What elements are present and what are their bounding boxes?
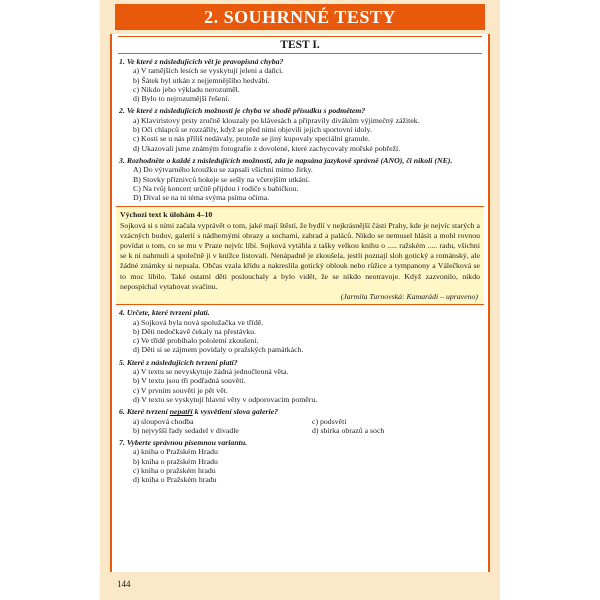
question-text: 1. Ve které z následujících vět je pravopisná chyba? bbox=[119, 57, 284, 66]
question-1 bbox=[119, 57, 481, 103]
option: d) sbírka obrazů a soch bbox=[312, 425, 385, 435]
option: d) V textu se vyskytují hlavní věty v odporovacím poměru. bbox=[133, 394, 318, 404]
option: b) Šátek byl utkán z nejjemnějšího hedvábí. bbox=[133, 75, 270, 85]
option: B) Stovky příznivců hokeje se sešly na včerejším utkání. bbox=[133, 174, 310, 184]
option: b) V textu jsou tři podřadná souvětí. bbox=[133, 376, 246, 386]
option: a) sloupová chodba bbox=[133, 416, 194, 426]
test-title: TEST I. bbox=[118, 36, 482, 54]
passage-text: Sojková si s ními začala vyprávět o tom, jaké mají štěstí, že bydlí v nejkrásnější části Prahy, kde je nejvíc starých a vzácných budov, galerií s nádhernými obrazy a sochami, zahrad a paláců. Nikdo se nemusel hlásit a mohl rovnou povídat o tom, co se mu v Praze nejvíc líbí. Sojková vytáhla z tašky velkou knihu o ..... ražském ..... radu, všichni se k ní nahrnuli a společně ji v knížce listovali. Nenápadně je zkoušela, jestli poznají sloh gotický a románský, ale žádné známky si nepsala. Občas vzala křídu a nakreslila gotický oblouk nebo růžice a tympanony a Válečková se to moc líbilo. Také ostatní děti poslouchaly a bylo vidět, že se nikdo neotravuje. Když zazvonilo, nikdo nepospíchal vytahovat svačinu. bbox=[120, 220, 480, 291]
option: a) V textu se nevyskytuje žádná jednočlenná věta. bbox=[133, 367, 289, 377]
option: d) Bylo to nejrozumější řešení. bbox=[133, 94, 230, 104]
option: a) Sojková byla nová spolužačka ve třídě. bbox=[133, 317, 264, 327]
option: a) V tamějších lesích se vyskytují jeleni a daňci. bbox=[133, 66, 284, 76]
option: b) kniha o pražském Hradu bbox=[133, 456, 218, 466]
question-text: 7. Vyberte správnou písemnou variantu. bbox=[119, 438, 248, 448]
option: d) kniha o Pražském hradu bbox=[133, 475, 217, 485]
page-number: 144 bbox=[117, 579, 131, 589]
option: c) podsvětí bbox=[312, 416, 347, 426]
question-2 bbox=[119, 106, 481, 152]
option: A) Do výtvarného kroužku se zapsali všichni mimo Jirky. bbox=[133, 165, 313, 175]
question-list-b bbox=[112, 308, 488, 404]
page-footer bbox=[100, 572, 500, 600]
option: c) Ve třídě probíhalo pololetní zkoušení. bbox=[133, 336, 259, 346]
question-text: 3. Rozhodněte o každé z následujících možností, zda je napsána jazykově správně (ANO), či nikoli (NE). bbox=[119, 155, 453, 165]
option: C) Na tvůj koncert určitě přijdou i rodiče s babičkou. bbox=[133, 183, 299, 193]
underlined-word: nepatří bbox=[169, 407, 193, 417]
option: c) Kosti se u nás příliš nedávaly, protože se jiný kupovaly speciální granule. bbox=[133, 134, 370, 144]
option: c) V prvním souvětí je pět vět. bbox=[133, 385, 228, 395]
question-text: 5. Které z následujících tvrzení platí? bbox=[119, 357, 238, 367]
question-6 bbox=[112, 407, 488, 435]
question-3 bbox=[119, 156, 481, 202]
option: a) Klaviristovy prsty zručně klouzaly po klávesách a připravily divákům výjimečný zážitek. bbox=[133, 115, 420, 125]
option: b) nejvyšší řady sedadel v divadle bbox=[133, 425, 239, 435]
option: D) Díval se na ni téma svýma psíma očima. bbox=[133, 193, 270, 203]
option: b) Děti nedočkavě čekaly na přestávku. bbox=[133, 326, 256, 336]
source-passage bbox=[116, 206, 484, 305]
passage-source: (Jarmila Turnovská: Kamarádi – upraveno) bbox=[340, 292, 478, 302]
question-5 bbox=[119, 358, 481, 404]
option: b) Oči chlapců se rozzářily, když se před nimi objevili jejich sportovní idoly. bbox=[133, 125, 372, 135]
option: a) kniha o Pražském Hradu bbox=[133, 447, 218, 457]
passage-title: Výchozí text k úlohám 4–10 bbox=[120, 210, 213, 220]
option: d) Děti si se zájmem povídaly o pražských památkách. bbox=[133, 345, 304, 355]
question-text: 6. Které tvrzení nepatří k vysvětlení slova galerie? bbox=[119, 407, 278, 417]
test-content bbox=[110, 34, 490, 572]
option: c) Nikdo jeho výkladu nerozuměl. bbox=[133, 84, 240, 94]
option: d) Ukazovali jsme známým fotografie z dovolené, které zachycovaly mořské pobřeží. bbox=[133, 143, 401, 153]
question-text: 4. Určete, které tvrzení platí. bbox=[119, 308, 210, 318]
question-4 bbox=[119, 308, 481, 354]
page-title: 2. SOUHRNNÉ TESTY bbox=[115, 4, 485, 30]
question-text: 2. Ve které z následujících možností je chyba ve shodě přísudku s podmětem? bbox=[119, 106, 366, 116]
option: c) kniha o pražském hradu bbox=[133, 466, 216, 476]
question-list-a bbox=[112, 57, 488, 202]
question-7 bbox=[112, 438, 488, 484]
